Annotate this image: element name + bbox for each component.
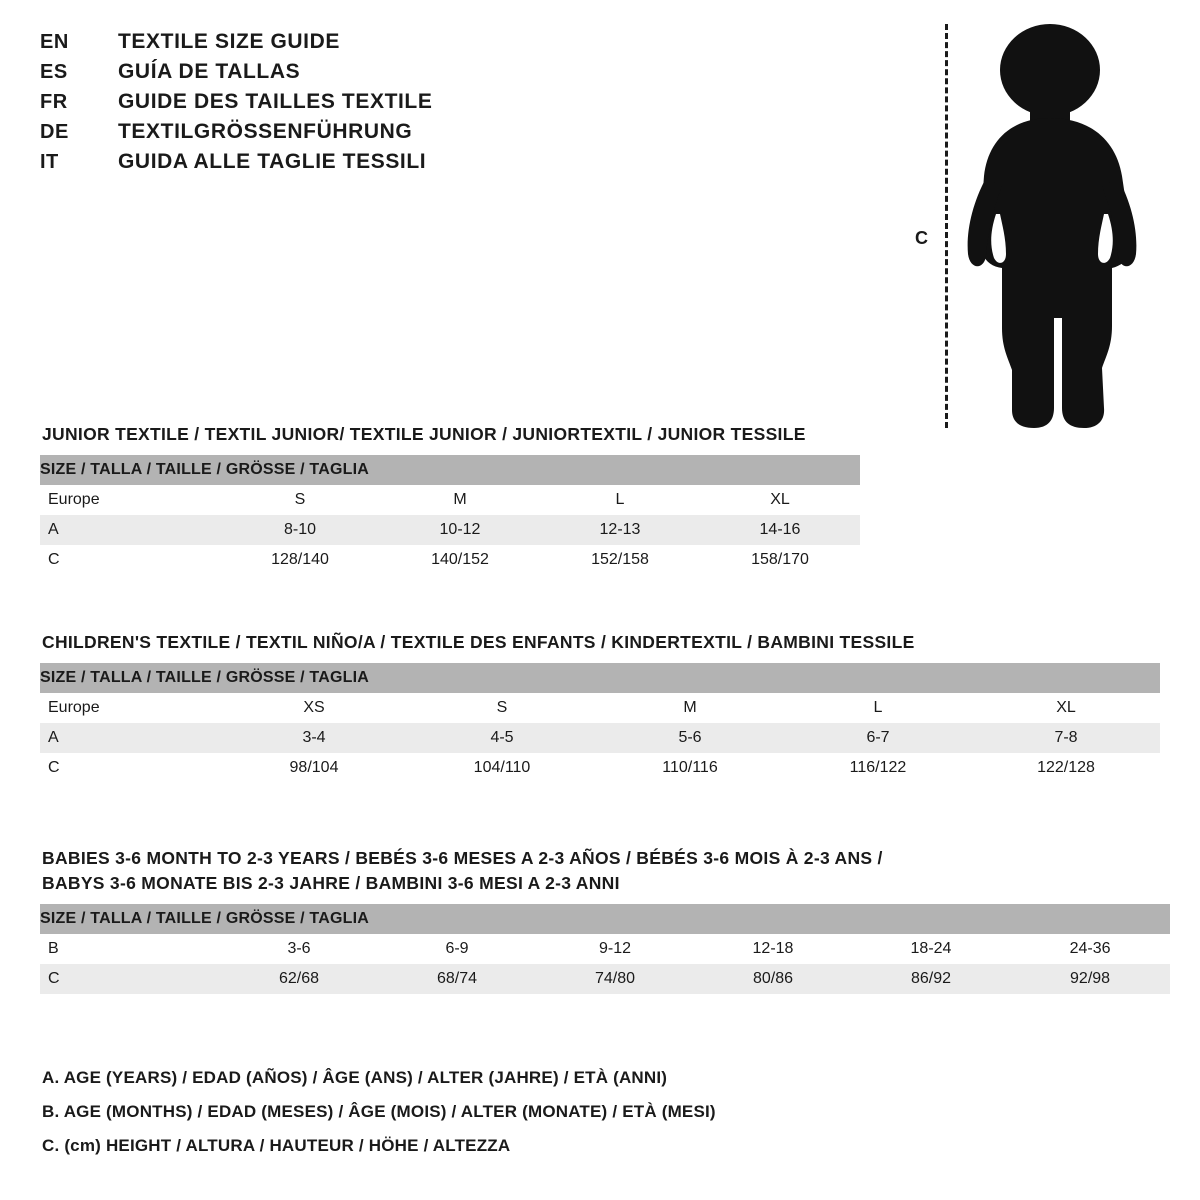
row-label: Europe (40, 485, 220, 515)
table-cell: 104/110 (408, 753, 596, 783)
table-cell: 140/152 (380, 545, 540, 575)
legend-block (42, 1068, 716, 1170)
table-cell: 158/170 (700, 545, 860, 575)
title-lang-fr: FR (40, 91, 68, 113)
section-babies-heading-line1: BABIES 3-6 MONTH TO 2-3 YEARS / BEBÉS 3-6 MESES A 2-3 AÑOS / BÉBÉS 3-6 MOIS À 2-3 ANS / (42, 848, 883, 868)
table-cell: S (220, 485, 380, 515)
table-cell: 3-6 (220, 934, 378, 964)
table-cell: 110/116 (596, 753, 784, 783)
table-cell: 5-6 (596, 723, 784, 753)
table-cell: 12-18 (694, 934, 852, 964)
row-label: C (40, 545, 220, 575)
table-cell: 74/80 (536, 964, 694, 994)
title-text-it: GUIDA ALLE TAGLIE TESSILI (118, 150, 427, 173)
table-cell: 86/92 (852, 964, 1010, 994)
title-lang-de: DE (40, 121, 69, 143)
table-row (40, 723, 1160, 753)
table-cell: 122/128 (972, 753, 1160, 783)
child-figure (905, 10, 1165, 430)
title-text-en: TEXTILE SIZE GUIDE (118, 30, 340, 53)
section-children-heading: CHILDREN'S TEXTILE / TEXTIL NIÑO/A / TEXTILE DES ENFANTS / KINDERTEXTIL / BAMBINI TESSILE (42, 632, 915, 652)
table-row (40, 545, 860, 575)
title-lang-en: EN (40, 31, 69, 53)
table-band-row (40, 663, 1160, 693)
title-block (40, 30, 432, 180)
table-cell: M (596, 693, 784, 723)
table-cell: 3-4 (220, 723, 408, 753)
title-row (40, 150, 432, 174)
table-cell: 24-36 (1010, 934, 1170, 964)
table-cell: 98/104 (220, 753, 408, 783)
child-silhouette-icon (950, 18, 1150, 438)
table-cell: M (380, 485, 540, 515)
table-cell: 92/98 (1010, 964, 1170, 994)
table-row (40, 485, 860, 515)
title-text-de: TEXTILGRÖSSENFÜHRUNG (118, 120, 413, 143)
title-row (40, 60, 432, 84)
table-cell: 6-9 (378, 934, 536, 964)
section-children (40, 632, 1160, 783)
height-dashed-line (945, 24, 948, 428)
junior-band-label: SIZE / TALLA / TAILLE / GRÖSSE / TAGLIA (40, 455, 860, 485)
table-cell: 128/140 (220, 545, 380, 575)
junior-size-table (40, 455, 860, 575)
table-cell: 9-12 (536, 934, 694, 964)
table-cell: 14-16 (700, 515, 860, 545)
table-cell: 80/86 (694, 964, 852, 994)
section-babies (40, 848, 1170, 994)
table-cell: XL (700, 485, 860, 515)
table-cell: 8-10 (220, 515, 380, 545)
table-cell: L (784, 693, 972, 723)
table-cell: 152/158 (540, 545, 700, 575)
table-row (40, 934, 1170, 964)
table-row (40, 964, 1170, 994)
section-junior (40, 424, 1160, 575)
table-cell: XL (972, 693, 1160, 723)
title-lang-it: IT (40, 151, 59, 173)
table-cell: 7-8 (972, 723, 1160, 753)
table-row (40, 515, 860, 545)
legend-line-a: A. AGE (YEARS) / EDAD (AÑOS) / ÂGE (ANS) / ALTER (JAHRE) / ETÀ (ANNI) (42, 1068, 668, 1087)
row-label: A (40, 723, 220, 753)
table-cell: 116/122 (784, 753, 972, 783)
title-text-es: GUÍA DE TALLAS (118, 60, 301, 83)
table-row (40, 693, 1160, 723)
legend-line-b: B. AGE (MONTHS) / EDAD (MESES) / ÂGE (MOIS) / ALTER (MONATE) / ETÀ (MESI) (42, 1102, 716, 1121)
table-cell: L (540, 485, 700, 515)
table-cell: 62/68 (220, 964, 378, 994)
legend-line-c: C. (cm) HEIGHT / ALTURA / HAUTEUR / HÖHE / ALTEZZA (42, 1136, 511, 1155)
table-cell: 18-24 (852, 934, 1010, 964)
row-label: C (40, 753, 220, 783)
table-cell: S (408, 693, 596, 723)
table-band-row (40, 455, 860, 485)
children-size-table (40, 663, 1160, 783)
title-row (40, 90, 432, 114)
babies-size-table (40, 904, 1170, 994)
title-lang-es: ES (40, 61, 68, 83)
table-cell: 68/74 (378, 964, 536, 994)
row-label: A (40, 515, 220, 545)
section-babies-heading-line2: BABYS 3-6 MONATE BIS 2-3 JAHRE / BAMBINI 3-6 MESI A 2-3 ANNI (42, 873, 620, 893)
table-cell: 6-7 (784, 723, 972, 753)
title-text-fr: GUIDE DES TAILLES TEXTILE (118, 90, 433, 113)
children-band-label: SIZE / TALLA / TAILLE / GRÖSSE / TAGLIA (40, 663, 1160, 693)
table-cell: 10-12 (380, 515, 540, 545)
row-label: B (40, 934, 220, 964)
title-row (40, 30, 432, 54)
row-label: C (40, 964, 220, 994)
table-cell: XS (220, 693, 408, 723)
table-cell: 4-5 (408, 723, 596, 753)
height-measure-label: C (915, 228, 928, 248)
babies-band-label: SIZE / TALLA / TAILLE / GRÖSSE / TAGLIA (40, 904, 1170, 934)
table-row (40, 753, 1160, 783)
title-row (40, 120, 432, 144)
table-cell: 12-13 (540, 515, 700, 545)
section-junior-heading: JUNIOR TEXTILE / TEXTIL JUNIOR/ TEXTILE JUNIOR / JUNIORTEXTIL / JUNIOR TESSILE (42, 424, 806, 444)
table-band-row (40, 904, 1170, 934)
row-label: Europe (40, 693, 220, 723)
